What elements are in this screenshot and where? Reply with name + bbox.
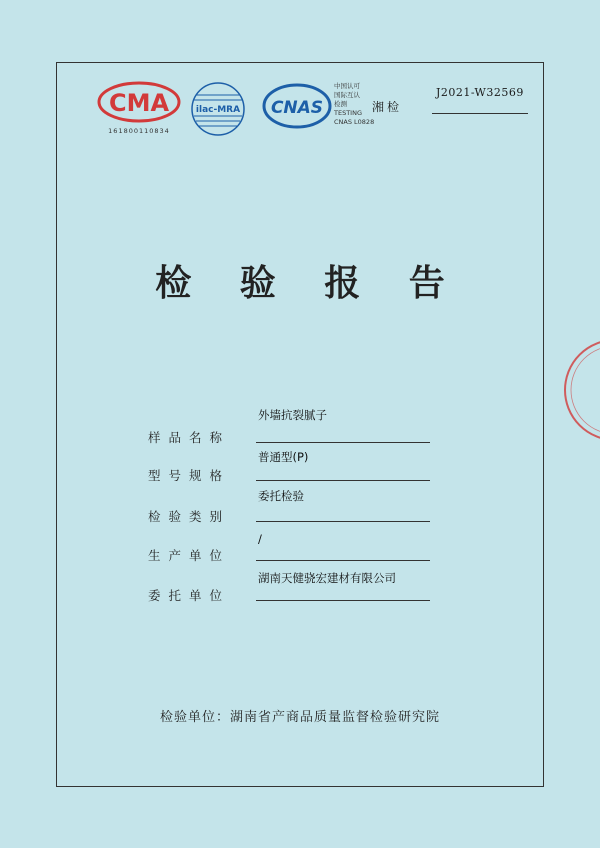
field-underline xyxy=(256,521,430,522)
svg-text:ilac-MRA: ilac-MRA xyxy=(195,105,241,115)
cma-number: 161800110834 xyxy=(108,127,170,135)
inspection-institution: 检验单位：湖南省产商品质量监督检验研究院 xyxy=(159,710,440,725)
manufacturer-label: 生产单位 xyxy=(148,548,231,563)
model-spec-label: 型号规格 xyxy=(148,468,231,483)
svg-text:CMA: CMA xyxy=(108,89,170,117)
page-border xyxy=(56,62,544,787)
field-underline xyxy=(256,600,430,601)
cnas-accreditation-text: 中国认可 国际互认 检测 TESTING CNAS L0828 xyxy=(334,82,375,126)
model-spec-value: 普通型(P) xyxy=(258,450,309,464)
report-ref-number: J2021-W32569 xyxy=(436,86,524,99)
sample-name-label: 样品名称 xyxy=(148,430,231,445)
inspection-type-value: 委托检验 xyxy=(258,489,304,503)
report-title: 检 验 报 告 xyxy=(155,262,463,304)
cnas-logo xyxy=(262,82,332,130)
field-underline xyxy=(256,480,430,481)
client-value: 湖南天健骁宏建材有限公司 xyxy=(258,571,396,585)
field-underline xyxy=(256,442,430,443)
client-label: 委托单位 xyxy=(148,588,231,603)
manufacturer-value: / xyxy=(258,532,262,546)
ilac-mra-logo xyxy=(190,80,246,138)
report-ref-label: 湘检 xyxy=(372,100,403,114)
ref-underline xyxy=(432,113,528,114)
inspection-type-label: 检验类别 xyxy=(148,509,231,524)
red-seal-stamp xyxy=(560,335,600,445)
sample-name-value: 外墙抗裂腻子 xyxy=(258,408,327,422)
field-underline xyxy=(256,560,430,561)
svg-text:CNAS: CNAS xyxy=(270,98,324,118)
